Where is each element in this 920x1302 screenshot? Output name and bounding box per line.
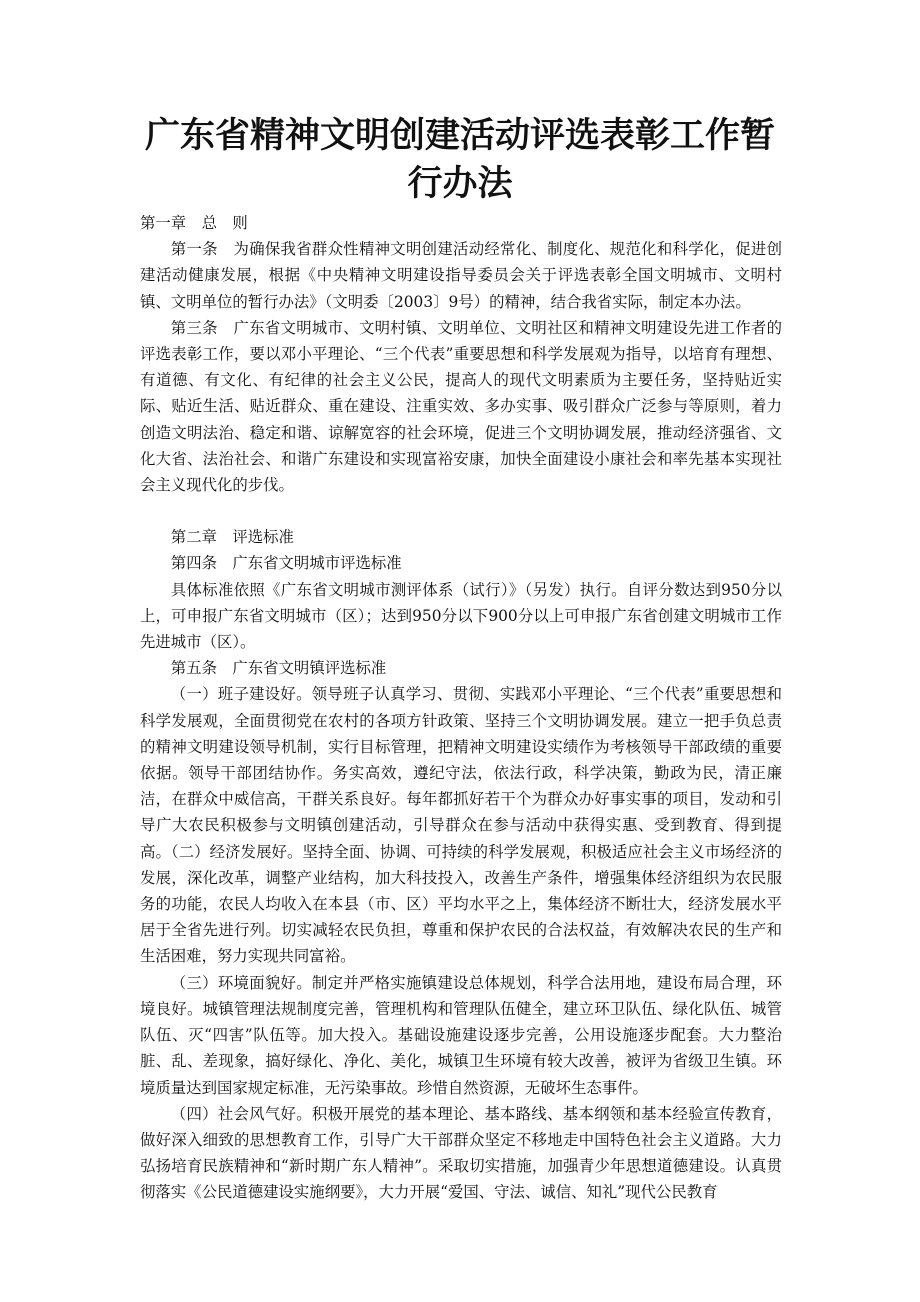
paragraph: 第三条 广东省文明城市、文明村镇、文明单位、文明社区和精神文明建设先进工作者的评选表彰工作，要以邓小平理论、“三个代表”重要思想和科学发展观为指导，以培育有理想、有道德、有文化、有纪律的社会主义公民，提高人的现代文明素质为主要任务，坚持贴近实际、贴近生活、贴近群众、重在建设、注重实效、多办实事、吸引群众广泛参与等原则，着力创造文明法治、稳定和谐、谅解宽容的社会环境，促进三个文明协调发展，推动经济强省、文化大省、法治社会、和谐广东建设和实现富裕安康，加快全面建设小康社会和率先基本实现社会主义现代化的步伐。 (140, 318, 782, 495)
paragraph: （一）班子建设好。领导班子认真学习、贯彻、实践邓小平理论、“三个代表”重要思想和科学发展观，全面贯彻党在农村的各项方针政策、坚持三个文明协调发展。建立一把手负总责的精神文明建设领导机制，实行目标管理，把精神文明建设实绩作为考核领导干部政绩的重要依据。领导干部团结协作。务实高效，遵纪守法，依法行政，科学决策，勤政为民，清正廉洁，在群众中威信高，干群关系良好。每年都抓好若干个为群众办好事实事的项目，发动和引导广大农民积极参与文明镇创建活动，引导群众在参与活动中获得实惠、受到教育、得到提高。（二）经济发展好。坚持全面、协调、可持续的科学发展观，积极适应社会主义市场经济的发展，深化改革，调整产业结构，加大科技投入，改善生产条件，增强集体经济组织为农民服务的功能，农民人均收入在本县（市、区）平均水平之上，集体经济不断壮大，经济发展水平居于全省先进行列。切实减轻农民负担，尊重和保护农民的合法权益，有效解决农民的生产和生活困难，努力实现共同富裕。 (140, 685, 782, 966)
article-heading: 第五条 广东省文明镇评选标准 (170, 659, 387, 678)
paragraph: （三）环境面貌好。制定并严格实施镇建设总体规划，科学合法用地，建设布局合理，环境良好。城镇管理法规制度完善，管理机构和管理队伍健全，建立环卫队伍、绿化队伍、城管队伍、灭“四害”队伍等。加大投入。基础设施建设逐步完善，公用设施逐步配套。大力整治脏、乱、差现象，搞好绿化、净化、美化，城镇卫生环境有较大改善，被评为省级卫生镇。环境质量达到国家规定标准，无污染事故。珍惜自然资源，无破坏生态事件。 (140, 973, 782, 1097)
paragraph: 第一条 为确保我省群众性精神文明创建活动经常化、制度化、规范化和科学化，促进创建活动健康发展，根据《中央精神文明建设指导委员会关于评选表彰全国文明城市、文明村镇、文明单位的暂行办法》（文明委〔2003〕9号）的精神，结合我省实际，制定本办法。 (140, 240, 782, 311)
document-body (140, 210, 782, 1206)
article-heading: 第四条 广东省文明城市评选标准 (170, 554, 402, 573)
paragraph: （四）社会风气好。积极开展党的基本理论、基本路线、基本纲领和基本经验宣传教育，做好深入细致的思想教育工作，引导广大干部群众坚定不移地走中国特色社会主义道路。大力弘扬培育民族精神和“新时期广东人精神”。采取切实措施，加强青少年思想道德建设。认真贯彻落实《公民道德建设实施纲要》，大力开展“爱国、守法、诚信、知礼”现代公民教育 (140, 1104, 782, 1202)
paragraph: 具体标准依照《广东省文明城市测评体系（试行）》（另发）执行。自评分数达到950分以上，可申报广东省文明城市（区）；达到950分以下900分以上可申报广东省创建文明城市工作先进城市（区）。 (140, 580, 782, 652)
document-title: 广东省精神文明创建活动评选表彰工作暂行办法 (144, 115, 775, 204)
chapter-heading: 第一章 总 则 (140, 214, 248, 232)
chapter-heading: 第二章 评选标准 (170, 528, 294, 547)
